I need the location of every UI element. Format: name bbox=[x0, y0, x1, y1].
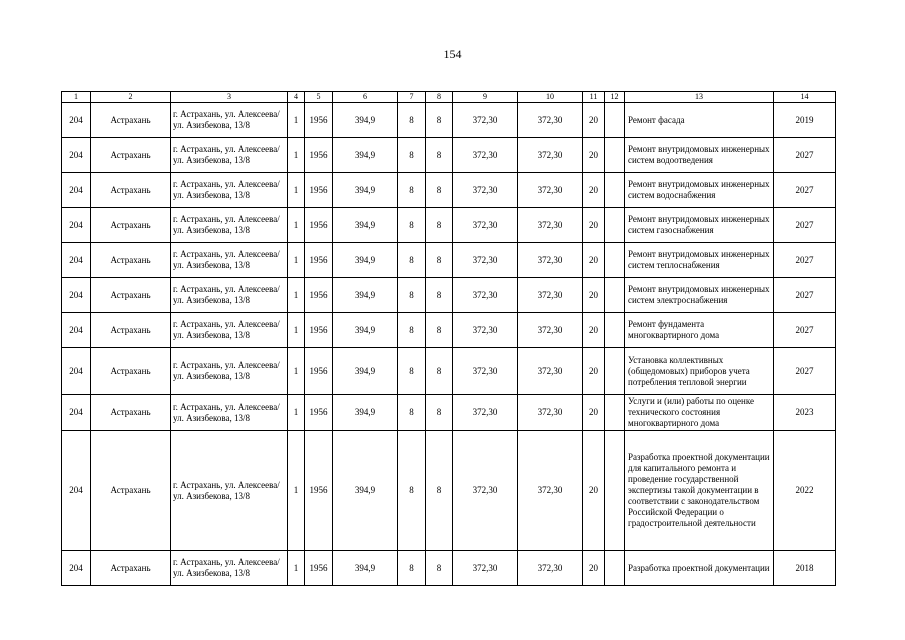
cell-year-built: 1956 bbox=[305, 348, 333, 395]
table-row bbox=[62, 243, 836, 278]
cell-plan-year: 2027 bbox=[774, 173, 836, 208]
cell-c12 bbox=[605, 173, 625, 208]
cell-plan-year: 2023 bbox=[774, 395, 836, 431]
cell-c9: 372,30 bbox=[453, 138, 518, 173]
cell-year-built: 1956 bbox=[305, 103, 333, 138]
cell-city: Астрахань bbox=[91, 395, 171, 431]
cell-c9: 372,30 bbox=[453, 551, 518, 586]
cell-number: 204 bbox=[62, 103, 91, 138]
cell-c11: 20 bbox=[583, 551, 605, 586]
cell-c12 bbox=[605, 278, 625, 313]
cell-area: 394,9 bbox=[333, 138, 398, 173]
cell-number: 204 bbox=[62, 138, 91, 173]
table-row bbox=[62, 208, 836, 243]
cell-area: 394,9 bbox=[333, 395, 398, 431]
cell-c8: 8 bbox=[426, 431, 453, 551]
cell-area: 394,9 bbox=[333, 551, 398, 586]
cell-c12 bbox=[605, 243, 625, 278]
cell-city: Астрахань bbox=[91, 173, 171, 208]
cell-year-built: 1956 bbox=[305, 208, 333, 243]
cell-c7: 8 bbox=[398, 138, 426, 173]
cell-c8: 8 bbox=[426, 348, 453, 395]
cell-plan-year: 2027 bbox=[774, 138, 836, 173]
cell-plan-year: 2027 bbox=[774, 243, 836, 278]
cell-plan-year: 2027 bbox=[774, 313, 836, 348]
cell-address: г. Астрахань, ул. Алексеева/ ул. Азизбекова, 13/8 bbox=[171, 551, 288, 586]
cell-c11: 20 bbox=[583, 243, 605, 278]
column-header: 13 bbox=[625, 92, 774, 103]
cell-work-type: Установка коллективных (общедомовых) приборов учета потребления тепловой энергии bbox=[625, 348, 774, 395]
cell-c4: 1 bbox=[288, 395, 305, 431]
cell-c11: 20 bbox=[583, 431, 605, 551]
cell-c9: 372,30 bbox=[453, 348, 518, 395]
cell-year-built: 1956 bbox=[305, 173, 333, 208]
table-row bbox=[62, 348, 836, 395]
cell-address: г. Астрахань, ул. Алексеева/ ул. Азизбекова, 13/8 bbox=[171, 431, 288, 551]
cell-c11: 20 bbox=[583, 313, 605, 348]
column-header: 3 bbox=[171, 92, 288, 103]
cell-c12 bbox=[605, 103, 625, 138]
cell-city: Астрахань bbox=[91, 551, 171, 586]
cell-c12 bbox=[605, 431, 625, 551]
cell-work-type: Услуги и (или) работы по оценке технического состояния многоквартирного дома bbox=[625, 395, 774, 431]
cell-c10: 372,30 bbox=[518, 313, 583, 348]
cell-work-type: Ремонт внутридомовых инженерных систем теплоснабжения bbox=[625, 243, 774, 278]
cell-c4: 1 bbox=[288, 103, 305, 138]
cell-year-built: 1956 bbox=[305, 278, 333, 313]
cell-c9: 372,30 bbox=[453, 395, 518, 431]
cell-c11: 20 bbox=[583, 348, 605, 395]
cell-c9: 372,30 bbox=[453, 103, 518, 138]
cell-c10: 372,30 bbox=[518, 138, 583, 173]
cell-c7: 8 bbox=[398, 431, 426, 551]
cell-c8: 8 bbox=[426, 138, 453, 173]
cell-c12 bbox=[605, 313, 625, 348]
cell-c4: 1 bbox=[288, 278, 305, 313]
cell-work-type: Ремонт внутридомовых инженерных систем водоснабжения bbox=[625, 173, 774, 208]
cell-area: 394,9 bbox=[333, 208, 398, 243]
column-header: 9 bbox=[453, 92, 518, 103]
cell-c9: 372,30 bbox=[453, 313, 518, 348]
cell-c10: 372,30 bbox=[518, 431, 583, 551]
column-header: 1 bbox=[62, 92, 91, 103]
cell-c8: 8 bbox=[426, 278, 453, 313]
cell-work-type: Ремонт внутридомовых инженерных систем электроснабжения bbox=[625, 278, 774, 313]
cell-c10: 372,30 bbox=[518, 208, 583, 243]
cell-c7: 8 bbox=[398, 243, 426, 278]
cell-area: 394,9 bbox=[333, 431, 398, 551]
repair-schedule-table bbox=[61, 91, 836, 586]
cell-year-built: 1956 bbox=[305, 395, 333, 431]
cell-c9: 372,30 bbox=[453, 278, 518, 313]
cell-number: 204 bbox=[62, 208, 91, 243]
cell-area: 394,9 bbox=[333, 278, 398, 313]
cell-plan-year: 2027 bbox=[774, 278, 836, 313]
cell-number: 204 bbox=[62, 348, 91, 395]
column-header: 14 bbox=[774, 92, 836, 103]
column-header: 5 bbox=[305, 92, 333, 103]
cell-plan-year: 2027 bbox=[774, 208, 836, 243]
column-header: 11 bbox=[583, 92, 605, 103]
cell-year-built: 1956 bbox=[305, 431, 333, 551]
cell-number: 204 bbox=[62, 173, 91, 208]
cell-c4: 1 bbox=[288, 243, 305, 278]
table-row bbox=[62, 278, 836, 313]
cell-number: 204 bbox=[62, 431, 91, 551]
cell-area: 394,9 bbox=[333, 348, 398, 395]
cell-c8: 8 bbox=[426, 208, 453, 243]
cell-plan-year: 2018 bbox=[774, 551, 836, 586]
cell-c11: 20 bbox=[583, 395, 605, 431]
cell-city: Астрахань bbox=[91, 348, 171, 395]
cell-c11: 20 bbox=[583, 103, 605, 138]
cell-area: 394,9 bbox=[333, 243, 398, 278]
table-row bbox=[62, 103, 836, 138]
cell-address: г. Астрахань, ул. Алексеева/ ул. Азизбекова, 13/8 bbox=[171, 313, 288, 348]
cell-plan-year: 2022 bbox=[774, 431, 836, 551]
cell-address: г. Астрахань, ул. Алексеева/ ул. Азизбекова, 13/8 bbox=[171, 395, 288, 431]
cell-year-built: 1956 bbox=[305, 138, 333, 173]
cell-number: 204 bbox=[62, 278, 91, 313]
cell-c10: 372,30 bbox=[518, 395, 583, 431]
cell-c10: 372,30 bbox=[518, 348, 583, 395]
cell-number: 204 bbox=[62, 551, 91, 586]
table-row bbox=[62, 313, 836, 348]
cell-address: г. Астрахань, ул. Алексеева/ ул. Азизбекова, 13/8 bbox=[171, 243, 288, 278]
cell-number: 204 bbox=[62, 395, 91, 431]
cell-c4: 1 bbox=[288, 173, 305, 208]
cell-c7: 8 bbox=[398, 313, 426, 348]
cell-c10: 372,30 bbox=[518, 278, 583, 313]
cell-c9: 372,30 bbox=[453, 243, 518, 278]
cell-c7: 8 bbox=[398, 395, 426, 431]
cell-address: г. Астрахань, ул. Алексеева/ ул. Азизбекова, 13/8 bbox=[171, 278, 288, 313]
cell-plan-year: 2027 bbox=[774, 348, 836, 395]
cell-c10: 372,30 bbox=[518, 173, 583, 208]
cell-c4: 1 bbox=[288, 313, 305, 348]
cell-work-type: Ремонт фундамента многоквартирного дома bbox=[625, 313, 774, 348]
cell-c7: 8 bbox=[398, 173, 426, 208]
cell-c8: 8 bbox=[426, 395, 453, 431]
cell-city: Астрахань bbox=[91, 138, 171, 173]
cell-city: Астрахань bbox=[91, 243, 171, 278]
cell-area: 394,9 bbox=[333, 103, 398, 138]
cell-c11: 20 bbox=[583, 208, 605, 243]
cell-address: г. Астрахань, ул. Алексеева/ ул. Азизбекова, 13/8 bbox=[171, 138, 288, 173]
cell-c8: 8 bbox=[426, 173, 453, 208]
header-row bbox=[62, 92, 836, 103]
cell-work-type: Разработка проектной документации для капитального ремонта и проведение государственной экспертизы такой документации в соответствии с законодательством Российской Федерации о градостроительной деятельности bbox=[625, 431, 774, 551]
column-header: 6 bbox=[333, 92, 398, 103]
cell-c11: 20 bbox=[583, 173, 605, 208]
cell-year-built: 1956 bbox=[305, 313, 333, 348]
cell-year-built: 1956 bbox=[305, 243, 333, 278]
cell-city: Астрахань bbox=[91, 313, 171, 348]
cell-c12 bbox=[605, 395, 625, 431]
cell-c9: 372,30 bbox=[453, 173, 518, 208]
cell-c10: 372,30 bbox=[518, 243, 583, 278]
cell-c8: 8 bbox=[426, 243, 453, 278]
cell-c4: 1 bbox=[288, 348, 305, 395]
column-header: 2 bbox=[91, 92, 171, 103]
cell-c9: 372,30 bbox=[453, 208, 518, 243]
cell-city: Астрахань bbox=[91, 431, 171, 551]
cell-c12 bbox=[605, 138, 625, 173]
cell-city: Астрахань bbox=[91, 103, 171, 138]
cell-c12 bbox=[605, 551, 625, 586]
cell-address: г. Астрахань, ул. Алексеева/ ул. Азизбекова, 13/8 bbox=[171, 103, 288, 138]
cell-c10: 372,30 bbox=[518, 103, 583, 138]
cell-c9: 372,30 bbox=[453, 431, 518, 551]
cell-c12 bbox=[605, 208, 625, 243]
cell-work-type: Разработка проектной документации bbox=[625, 551, 774, 586]
cell-c10: 372,30 bbox=[518, 551, 583, 586]
cell-c7: 8 bbox=[398, 208, 426, 243]
cell-c4: 1 bbox=[288, 208, 305, 243]
cell-c7: 8 bbox=[398, 278, 426, 313]
page-number: 154 bbox=[443, 47, 462, 61]
cell-c7: 8 bbox=[398, 551, 426, 586]
table-row bbox=[62, 395, 836, 431]
cell-address: г. Астрахань, ул. Алексеева/ ул. Азизбекова, 13/8 bbox=[171, 208, 288, 243]
cell-address: г. Астрахань, ул. Алексеева/ ул. Азизбекова, 13/8 bbox=[171, 348, 288, 395]
column-header: 12 bbox=[605, 92, 625, 103]
cell-number: 204 bbox=[62, 243, 91, 278]
cell-c7: 8 bbox=[398, 348, 426, 395]
cell-area: 394,9 bbox=[333, 313, 398, 348]
table-row bbox=[62, 551, 836, 586]
table-row bbox=[62, 173, 836, 208]
cell-number: 204 bbox=[62, 313, 91, 348]
cell-c8: 8 bbox=[426, 103, 453, 138]
cell-c8: 8 bbox=[426, 551, 453, 586]
cell-c4: 1 bbox=[288, 431, 305, 551]
cell-c4: 1 bbox=[288, 551, 305, 586]
cell-address: г. Астрахань, ул. Алексеева/ ул. Азизбекова, 13/8 bbox=[171, 173, 288, 208]
column-header: 10 bbox=[518, 92, 583, 103]
column-header: 4 bbox=[288, 92, 305, 103]
table-row bbox=[62, 138, 836, 173]
cell-work-type: Ремонт внутридомовых инженерных систем газоснабжения bbox=[625, 208, 774, 243]
cell-c12 bbox=[605, 348, 625, 395]
table-row bbox=[62, 431, 836, 551]
cell-plan-year: 2019 bbox=[774, 103, 836, 138]
column-header: 7 bbox=[398, 92, 426, 103]
cell-city: Астрахань bbox=[91, 208, 171, 243]
cell-city: Астрахань bbox=[91, 278, 171, 313]
cell-c11: 20 bbox=[583, 138, 605, 173]
cell-work-type: Ремонт фасада bbox=[625, 103, 774, 138]
cell-c7: 8 bbox=[398, 103, 426, 138]
column-header: 8 bbox=[426, 92, 453, 103]
cell-c8: 8 bbox=[426, 313, 453, 348]
cell-work-type: Ремонт внутридомовых инженерных систем водоотведения bbox=[625, 138, 774, 173]
cell-year-built: 1956 bbox=[305, 551, 333, 586]
cell-area: 394,9 bbox=[333, 173, 398, 208]
cell-c11: 20 bbox=[583, 278, 605, 313]
cell-c4: 1 bbox=[288, 138, 305, 173]
